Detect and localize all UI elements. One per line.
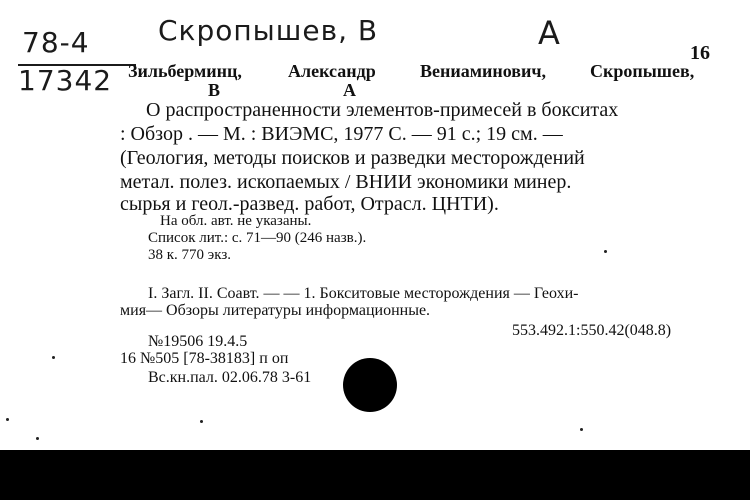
- record-line: Вс.кн.пал. 02.06.78 3-61: [148, 369, 312, 386]
- note-line: Список лит.: с. 71—90 (246 назв.).: [148, 230, 367, 246]
- card-number: 16: [690, 42, 710, 64]
- scan-border: [0, 450, 750, 500]
- classification-index: 553.492.1:550.42(048.8): [512, 322, 672, 339]
- handwritten-inventory-number: 17342: [18, 64, 113, 97]
- title-line: (Геология, методы поисков и разведки месторождений: [120, 147, 585, 169]
- title-line: сырья и геол.-развед. работ, Отрасл. ЦНТИ).: [120, 193, 499, 215]
- coauthor-initial-2: А: [343, 80, 356, 100]
- note-line: 38 к. 770 экз.: [148, 247, 231, 263]
- record-line: №19506 19.4.5: [148, 333, 248, 350]
- coauthor-initial-1: В: [208, 80, 221, 100]
- author-patronymic: Вениаминович,: [420, 61, 547, 81]
- title-line: О распространенности элементов-примесей в бокситах: [146, 99, 619, 121]
- scan-speck: [580, 428, 583, 431]
- title-line: метал. полез. ископаемых / ВНИИ экономики минер.: [120, 171, 572, 193]
- scan-speck: [52, 356, 55, 359]
- punch-hole: [343, 358, 397, 412]
- subject-line: мия— Обзоры литературы информационные.: [120, 302, 431, 319]
- scan-speck: [604, 250, 607, 253]
- scan-speck: [6, 418, 9, 421]
- handwritten-shelf-code: 78-4: [22, 26, 90, 59]
- scan-speck: [36, 437, 39, 440]
- scan-speck: [200, 420, 203, 423]
- record-line: 16 №505 [78-38183] п оп: [120, 350, 289, 367]
- handwritten-author-heading: Скропышев, В: [158, 14, 379, 47]
- author-first-name: Александр: [288, 61, 376, 81]
- coauthor-surname: Скропышев,: [590, 61, 695, 81]
- subject-line: I. Загл. II. Соавт. — — 1. Бокситовые месторождения — Геохи-: [148, 285, 579, 302]
- title-line: : Обзор . — М. : ВИЭМС, 1977 С. — 91 с.; 19 см. —: [120, 123, 563, 145]
- note-line: На обл. авт. не указаны.: [160, 213, 312, 229]
- handwritten-letter-mark: А: [538, 14, 561, 52]
- author-surname: Зильберминц,: [128, 61, 242, 81]
